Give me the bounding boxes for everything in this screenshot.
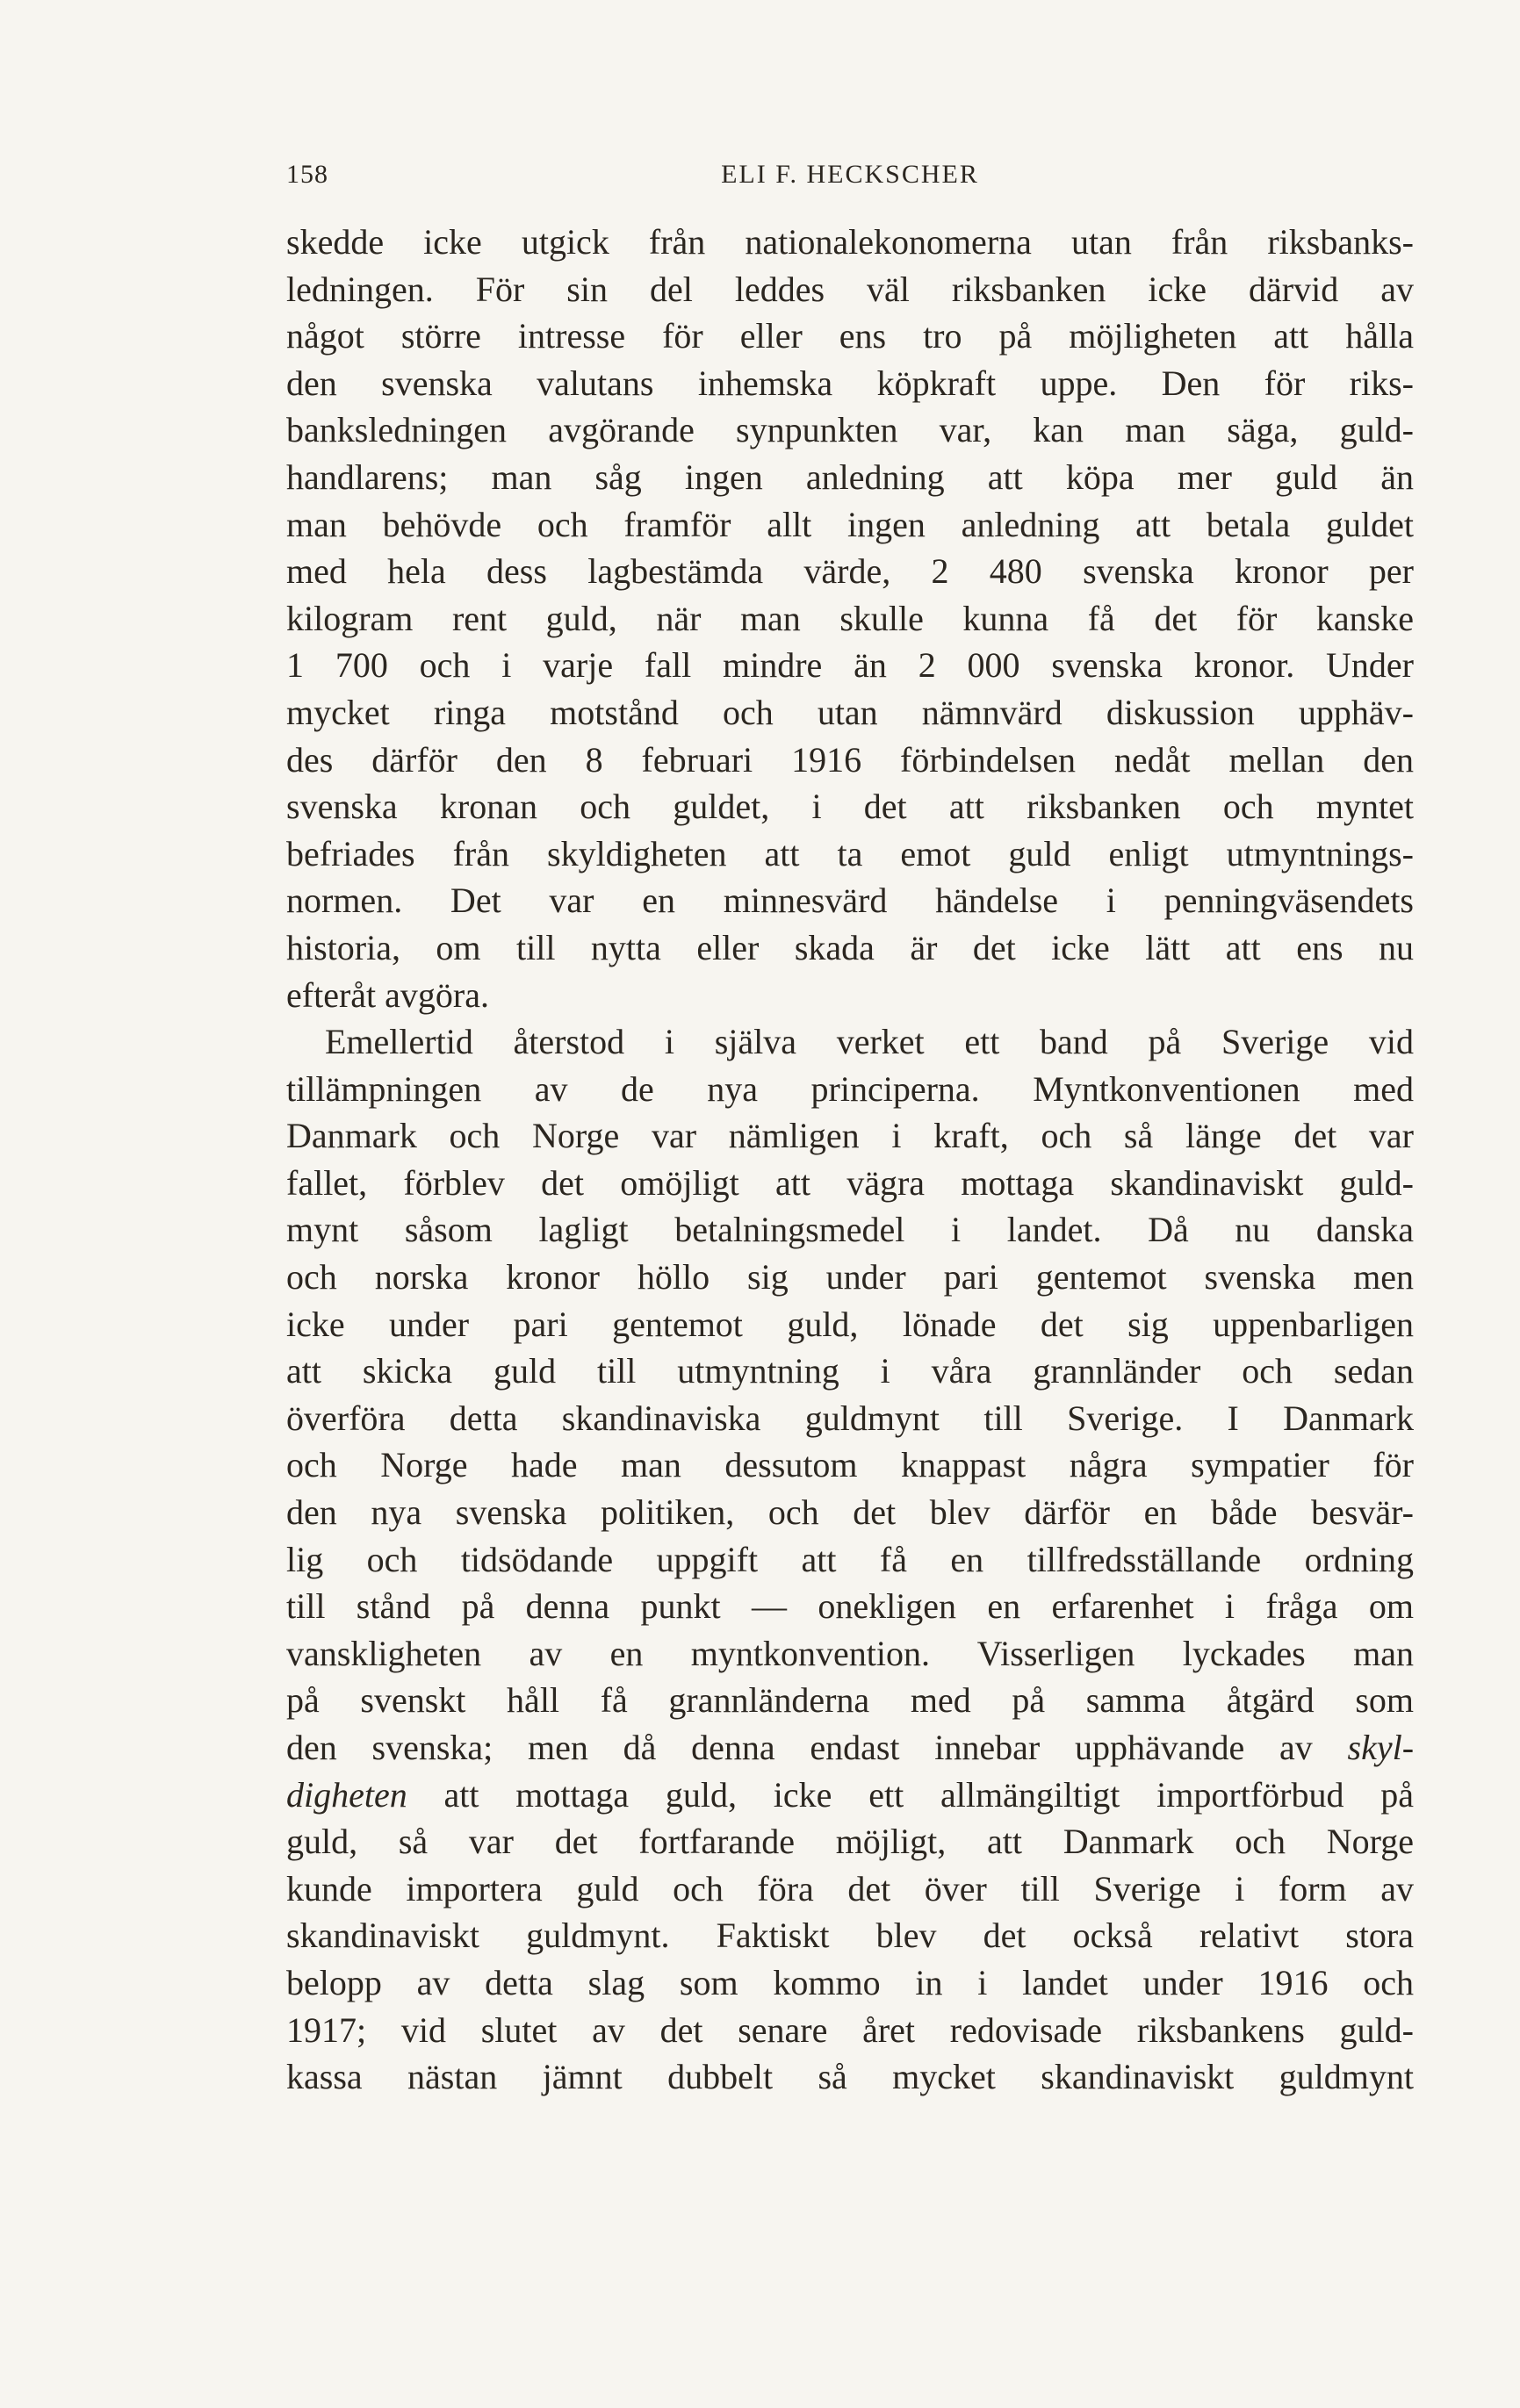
text-line: 1917; vid slutet av det senare året redovisade riksbankens guld-	[286, 2009, 1414, 2050]
text-line: den nya svenska politiken, och det blev därför en både besvär-	[286, 1492, 1414, 1533]
text-line-with-italic	[286, 1724, 1414, 1772]
text-line: tillämpningen av de nya principerna. Myntkonventionen med	[286, 1068, 1414, 1109]
text-line-with-italic	[286, 1772, 1414, 1819]
text-line: belopp av detta slag som kommo in i landet under 1916 och	[286, 1962, 1414, 2002]
text-line: des därför den 8 februari 1916 förbindelsen nedåt mellan den	[286, 739, 1414, 780]
text-line: till stånd på denna punkt — onekligen en erfarenhet i fråga om	[286, 1586, 1414, 1627]
text-line: och Norge hade man dessutom knappast några sympatier för	[286, 1445, 1414, 1485]
text-line: och norska kronor höllo sig under pari gentemot svenska men	[286, 1257, 1414, 1297]
text-line: Danmark och Norge var nämligen i kraft, och så länge det var	[286, 1116, 1414, 1156]
text-line: icke under pari gentemot guld, lönade det sig uppenbarligen	[286, 1304, 1414, 1344]
text-line: normen. Det var en minnesvärd händelse i penningväsendets	[286, 881, 1414, 921]
text-line: befriades från skyldigheten att ta emot guld enligt utmyntnings-	[286, 833, 1414, 873]
text-line: mynt såsom lagligt betalningsmedel i landet. Då nu danska	[286, 1210, 1414, 1250]
text-line: banksledningen avgörande synpunkten var, kan man säga, guld-	[286, 410, 1414, 450]
running-title: ELI F. HECKSCHER	[721, 160, 979, 189]
text-line: svenska kronan och guldet, i det att riksbanken och myntet	[286, 787, 1414, 827]
text-line: handlarens; man såg ingen anledning att köpa mer guld än	[286, 456, 1414, 497]
text-segment: den svenska; men då denna endast innebar upphävande av	[286, 1728, 1313, 1767]
text-line: skedde icke utgick från nationalekonomerna utan från riksbanks-	[286, 222, 1414, 262]
text-line: historia, om till nytta eller skada är det icke lätt att ens nu	[286, 927, 1414, 967]
paragraph-start-line: Emellertid återstod i själva verket ett band på Sverige vid	[325, 1022, 1414, 1062]
text-line: lig och tidsödande uppgift att få en tillfredsställande ordning	[286, 1539, 1414, 1579]
text-line: 1 700 och i varje fall mindre än 2 000 svenska kronor. Under	[286, 645, 1414, 686]
text-line: man behövde och framför allt ingen anledning att betala guldet	[286, 504, 1414, 544]
italic-word: digheten	[286, 1774, 407, 1815]
text-segment: att mottaga guld, icke ett allmängiltigt importförbud på	[443, 1774, 1414, 1815]
text-line: på svenskt håll få grannländerna med på samma åtgärd som	[286, 1680, 1414, 1721]
text-line: kunde importera guld och föra det över till Sverige i form av	[286, 1868, 1414, 1908]
text-line: kassa nästan jämnt dubbelt så mycket skandinaviskt guldmynt	[286, 2057, 1414, 2097]
text-line: att skicka guld till utmyntning i våra grannländer och sedan	[286, 1351, 1414, 1391]
italic-word: skyl-	[1347, 1728, 1415, 1767]
text-line: skandinaviskt guldmynt. Faktiskt blev det också relativt stora	[286, 1916, 1414, 1956]
paragraph-end-line: efteråt avgöra.	[286, 974, 489, 1015]
running-header	[286, 160, 1414, 195]
body-text	[286, 219, 1414, 2101]
text-line: fallet, förblev det omöjligt att vägra mottaga skandinaviskt guld-	[286, 1162, 1414, 1203]
text-line: ledningen. För sin del leddes väl riksbanken icke därvid av	[286, 269, 1414, 309]
text-line: guld, så var det fortfarande möjligt, att Danmark och Norge	[286, 1822, 1414, 1862]
text-line: med hela dess lagbestämda värde, 2 480 svenska kronor per	[286, 551, 1414, 592]
page-number: 158	[286, 160, 328, 189]
text-line: överföra detta skandinaviska guldmynt till Sverige. I Danmark	[286, 1398, 1414, 1438]
text-line: den svenska valutans inhemska köpkraft uppe. Den för riks-	[286, 363, 1414, 403]
text-line: något större intresse för eller ens tro på möjligheten att hålla	[286, 316, 1414, 356]
text-line: mycket ringa motstånd och utan nämnvärd diskussion upphäv-	[286, 692, 1414, 732]
text-line: kilogram rent guld, när man skulle kunna få det för kanske	[286, 598, 1414, 638]
text-line: vanskligheten av en myntkonvention. Visserligen lyckades man	[286, 1633, 1414, 1673]
